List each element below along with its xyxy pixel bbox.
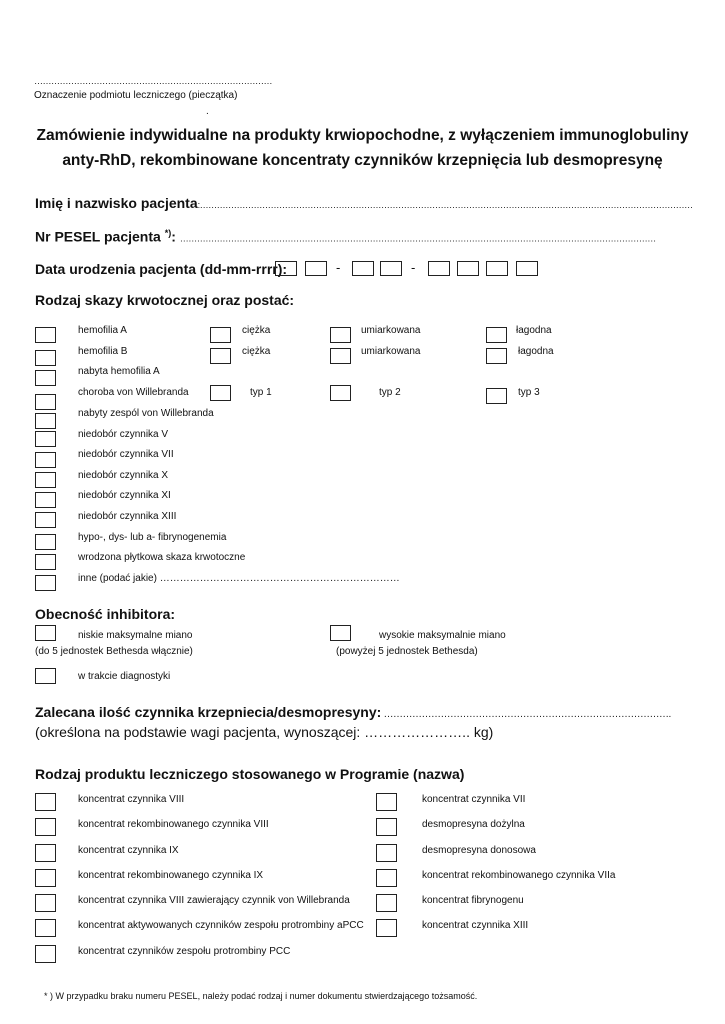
product-right-label: koncentrat fibrynogenu bbox=[422, 895, 524, 906]
product-right-label: koncentrat rekombinowanego czynnika VIIa bbox=[422, 870, 616, 881]
hemA-severe-checkbox[interactable] bbox=[210, 327, 231, 343]
stamp-line: ………………………………………………………………………… bbox=[34, 76, 272, 86]
product-right-checkbox[interactable] bbox=[376, 844, 397, 862]
page-title-line2: anty-RhD, rekombinowane koncentraty czynników krzepnięcia lub desmopresynę bbox=[62, 152, 663, 169]
pesel-footnote-mark: *) bbox=[164, 228, 172, 238]
bleeding-item-label: hypo-, dys- lub a- fibrynogenemia bbox=[78, 532, 227, 543]
dob-year-2[interactable] bbox=[457, 261, 479, 276]
bleeding-item-checkbox[interactable] bbox=[35, 554, 56, 570]
bleeding-item-checkbox[interactable] bbox=[35, 472, 56, 488]
product-right-checkbox[interactable] bbox=[376, 869, 397, 887]
product-right-label: desmopresyna dożylna bbox=[422, 819, 525, 830]
hemB-mild-label: łagodna bbox=[518, 346, 554, 357]
inhibitor-high-label: wysokie maksymalnie miano bbox=[379, 630, 506, 641]
product-right-checkbox[interactable] bbox=[376, 818, 397, 836]
bleeding-item-label: wrodzona płytkowa skaza krwotoczne bbox=[78, 552, 246, 563]
dose-label: Zalecana ilość czynnika krzepniecia/desmopresyny: bbox=[35, 704, 382, 720]
dob-year-1[interactable] bbox=[428, 261, 450, 276]
stamp-label: Oznaczenie podmiotu leczniczego (pieczątka) bbox=[34, 90, 238, 101]
bleeding-item-checkbox[interactable] bbox=[35, 370, 56, 386]
product-left-checkbox[interactable] bbox=[35, 818, 56, 836]
bleeding-item-checkbox[interactable] bbox=[35, 534, 56, 550]
hemB-moderate-label: umiarkowana bbox=[361, 346, 421, 357]
dose-field[interactable]: ………………………………………………………………………………. bbox=[381, 709, 671, 720]
inhibitor-high-checkbox[interactable] bbox=[330, 625, 351, 641]
patient-name-field[interactable]: :………………………………………………………………………………………………………………………………………………………… bbox=[197, 200, 693, 210]
product-left-label: koncentrat czynnika IX bbox=[78, 845, 179, 856]
bleeding-item-label: choroba von Willebranda bbox=[78, 387, 189, 398]
bleeding-item-label: niedobór czynnika XI bbox=[78, 490, 171, 501]
product-left-checkbox[interactable] bbox=[35, 919, 56, 937]
hemB-moderate-checkbox[interactable] bbox=[330, 348, 351, 364]
patient-name-row bbox=[35, 195, 693, 211]
pesel-label: Nr PESEL pacjenta bbox=[35, 228, 161, 245]
dob-day-1[interactable] bbox=[275, 261, 297, 276]
hemA-moderate-checkbox[interactable] bbox=[330, 327, 351, 343]
bleeding-item-checkbox[interactable] bbox=[35, 431, 56, 447]
bleeding-item-label: nabyty zespól von Willebranda bbox=[78, 408, 214, 419]
dose-weight-line: (określona na podstawie wagi pacjenta, wynoszącej: ………………….. kg) bbox=[35, 724, 494, 740]
product-right-label: koncentrat czynnika VII bbox=[422, 794, 526, 805]
dob-year-4[interactable] bbox=[516, 261, 538, 276]
bleeding-item-label: niedobór czynnika VII bbox=[78, 449, 174, 460]
bleeding-item-label: niedobór czynnika XIII bbox=[78, 511, 177, 522]
inhibitor-low-checkbox[interactable] bbox=[35, 625, 56, 641]
product-left-label: koncentrat czynnika VIII zawierający czynnik von Willebranda bbox=[78, 895, 350, 906]
dob-year-3[interactable] bbox=[486, 261, 508, 276]
patient-name-label: Imię i nazwisko pacjenta bbox=[35, 195, 198, 211]
product-right-label: desmopresyna donosowa bbox=[422, 845, 536, 856]
bleeding-heading: Rodzaj skazy krwotocznej oraz postać: bbox=[35, 292, 295, 308]
bleeding-item-checkbox[interactable] bbox=[35, 327, 56, 343]
hemA-severe-label: ciężka bbox=[242, 325, 271, 336]
dob-sep2: - bbox=[411, 260, 416, 275]
vwd-type2-label: typ 2 bbox=[379, 387, 401, 398]
product-left-label: koncentrat czynników zespołu protrombiny PCC bbox=[78, 946, 291, 957]
inhibitor-low-label: niskie maksymalne miano bbox=[78, 630, 193, 641]
vwd-type3-label: typ 3 bbox=[518, 387, 540, 398]
product-left-checkbox[interactable] bbox=[35, 945, 56, 963]
vwd-type1-label: typ 1 bbox=[250, 387, 272, 398]
product-left-label: koncentrat rekombinowanego czynnika VIII bbox=[78, 819, 269, 830]
stamp-dot: . bbox=[206, 106, 209, 117]
product-left-checkbox[interactable] bbox=[35, 894, 56, 912]
hemB-severe-checkbox[interactable] bbox=[210, 348, 231, 364]
product-right-checkbox[interactable] bbox=[376, 894, 397, 912]
page-title-line1: Zamówienie indywidualne na produkty krwiopochodne, z wyłączeniem immunoglobuliny bbox=[36, 127, 689, 144]
vwd-type2-checkbox[interactable] bbox=[330, 385, 351, 401]
hemA-mild-label: łagodna bbox=[516, 325, 552, 336]
bleeding-item-label: niedobór czynnika X bbox=[78, 470, 169, 481]
hemA-moderate-label: umiarkowana bbox=[361, 325, 421, 336]
bleeding-item-label: niedobór czynnika V bbox=[78, 429, 169, 440]
product-left-label: koncentrat rekombinowanego czynnika IX bbox=[78, 870, 264, 881]
bleeding-item-checkbox[interactable] bbox=[35, 575, 56, 591]
product-right-label: koncentrat czynnika XIII bbox=[422, 920, 529, 931]
dose-row bbox=[35, 704, 671, 720]
dob-month-2[interactable] bbox=[380, 261, 402, 276]
bleeding-item-label: hemofilia A bbox=[78, 325, 127, 336]
dob-month-1[interactable] bbox=[352, 261, 374, 276]
bleeding-item-checkbox[interactable] bbox=[35, 350, 56, 366]
inhibitor-heading: Obecność inhibitora: bbox=[35, 606, 176, 622]
bleeding-item-checkbox[interactable] bbox=[35, 492, 56, 508]
hemB-mild-checkbox[interactable] bbox=[486, 348, 507, 364]
bleeding-item-checkbox[interactable] bbox=[35, 452, 56, 468]
dob-label: Data urodzenia pacjenta (dd-mm-rrrr): bbox=[35, 261, 288, 277]
product-left-label: koncentrat aktywowanych czynników zespołu protrombiny aPCC bbox=[78, 920, 364, 931]
vwd-type1-checkbox[interactable] bbox=[210, 385, 231, 401]
product-left-checkbox[interactable] bbox=[35, 869, 56, 887]
dob-label-wrap bbox=[35, 261, 287, 277]
bleeding-item-checkbox[interactable] bbox=[35, 512, 56, 528]
bleeding-item-label: inne (podać jakie) ……………………………………………………………… bbox=[78, 573, 400, 584]
vwd-type3-checkbox[interactable] bbox=[486, 388, 507, 404]
hemB-severe-label: ciężka bbox=[242, 346, 271, 357]
pesel-field[interactable]: …………………………………………………………………………………………………………………………………………………… bbox=[179, 233, 656, 244]
bleeding-item-label: nabyta hemofilia A bbox=[78, 366, 160, 377]
bleeding-item-checkbox[interactable] bbox=[35, 394, 56, 410]
inhibitor-high-note: (powyżej 5 jednostek Bethesda) bbox=[336, 646, 478, 657]
product-left-checkbox[interactable] bbox=[35, 844, 56, 862]
hemA-mild-checkbox[interactable] bbox=[486, 327, 507, 343]
footnote: * ) W przypadku braku numeru PESEL, należy podać rodzaj i numer dokumentu stwierdzającego tożsamość. bbox=[44, 991, 478, 1001]
inhibitor-diag-checkbox[interactable] bbox=[35, 668, 56, 684]
bleeding-item-label: hemofilia B bbox=[78, 346, 128, 357]
pesel-colon: : bbox=[171, 228, 176, 245]
product-left-checkbox[interactable] bbox=[35, 793, 56, 811]
product-right-checkbox[interactable] bbox=[376, 919, 397, 937]
dob-sep1: - bbox=[336, 260, 341, 275]
product-left-label: koncentrat czynnika VIII bbox=[78, 794, 185, 805]
bleeding-item-checkbox[interactable] bbox=[35, 413, 56, 429]
product-right-checkbox[interactable] bbox=[376, 793, 397, 811]
pesel-row bbox=[35, 228, 656, 245]
inhibitor-diag-label: w trakcie diagnostyki bbox=[78, 671, 171, 682]
dob-day-2[interactable] bbox=[305, 261, 327, 276]
products-heading: Rodzaj produktu leczniczego stosowanego w Programie (nazwa) bbox=[35, 766, 465, 782]
inhibitor-low-note: (do 5 jednostek Bethesda włącznie) bbox=[35, 646, 193, 657]
